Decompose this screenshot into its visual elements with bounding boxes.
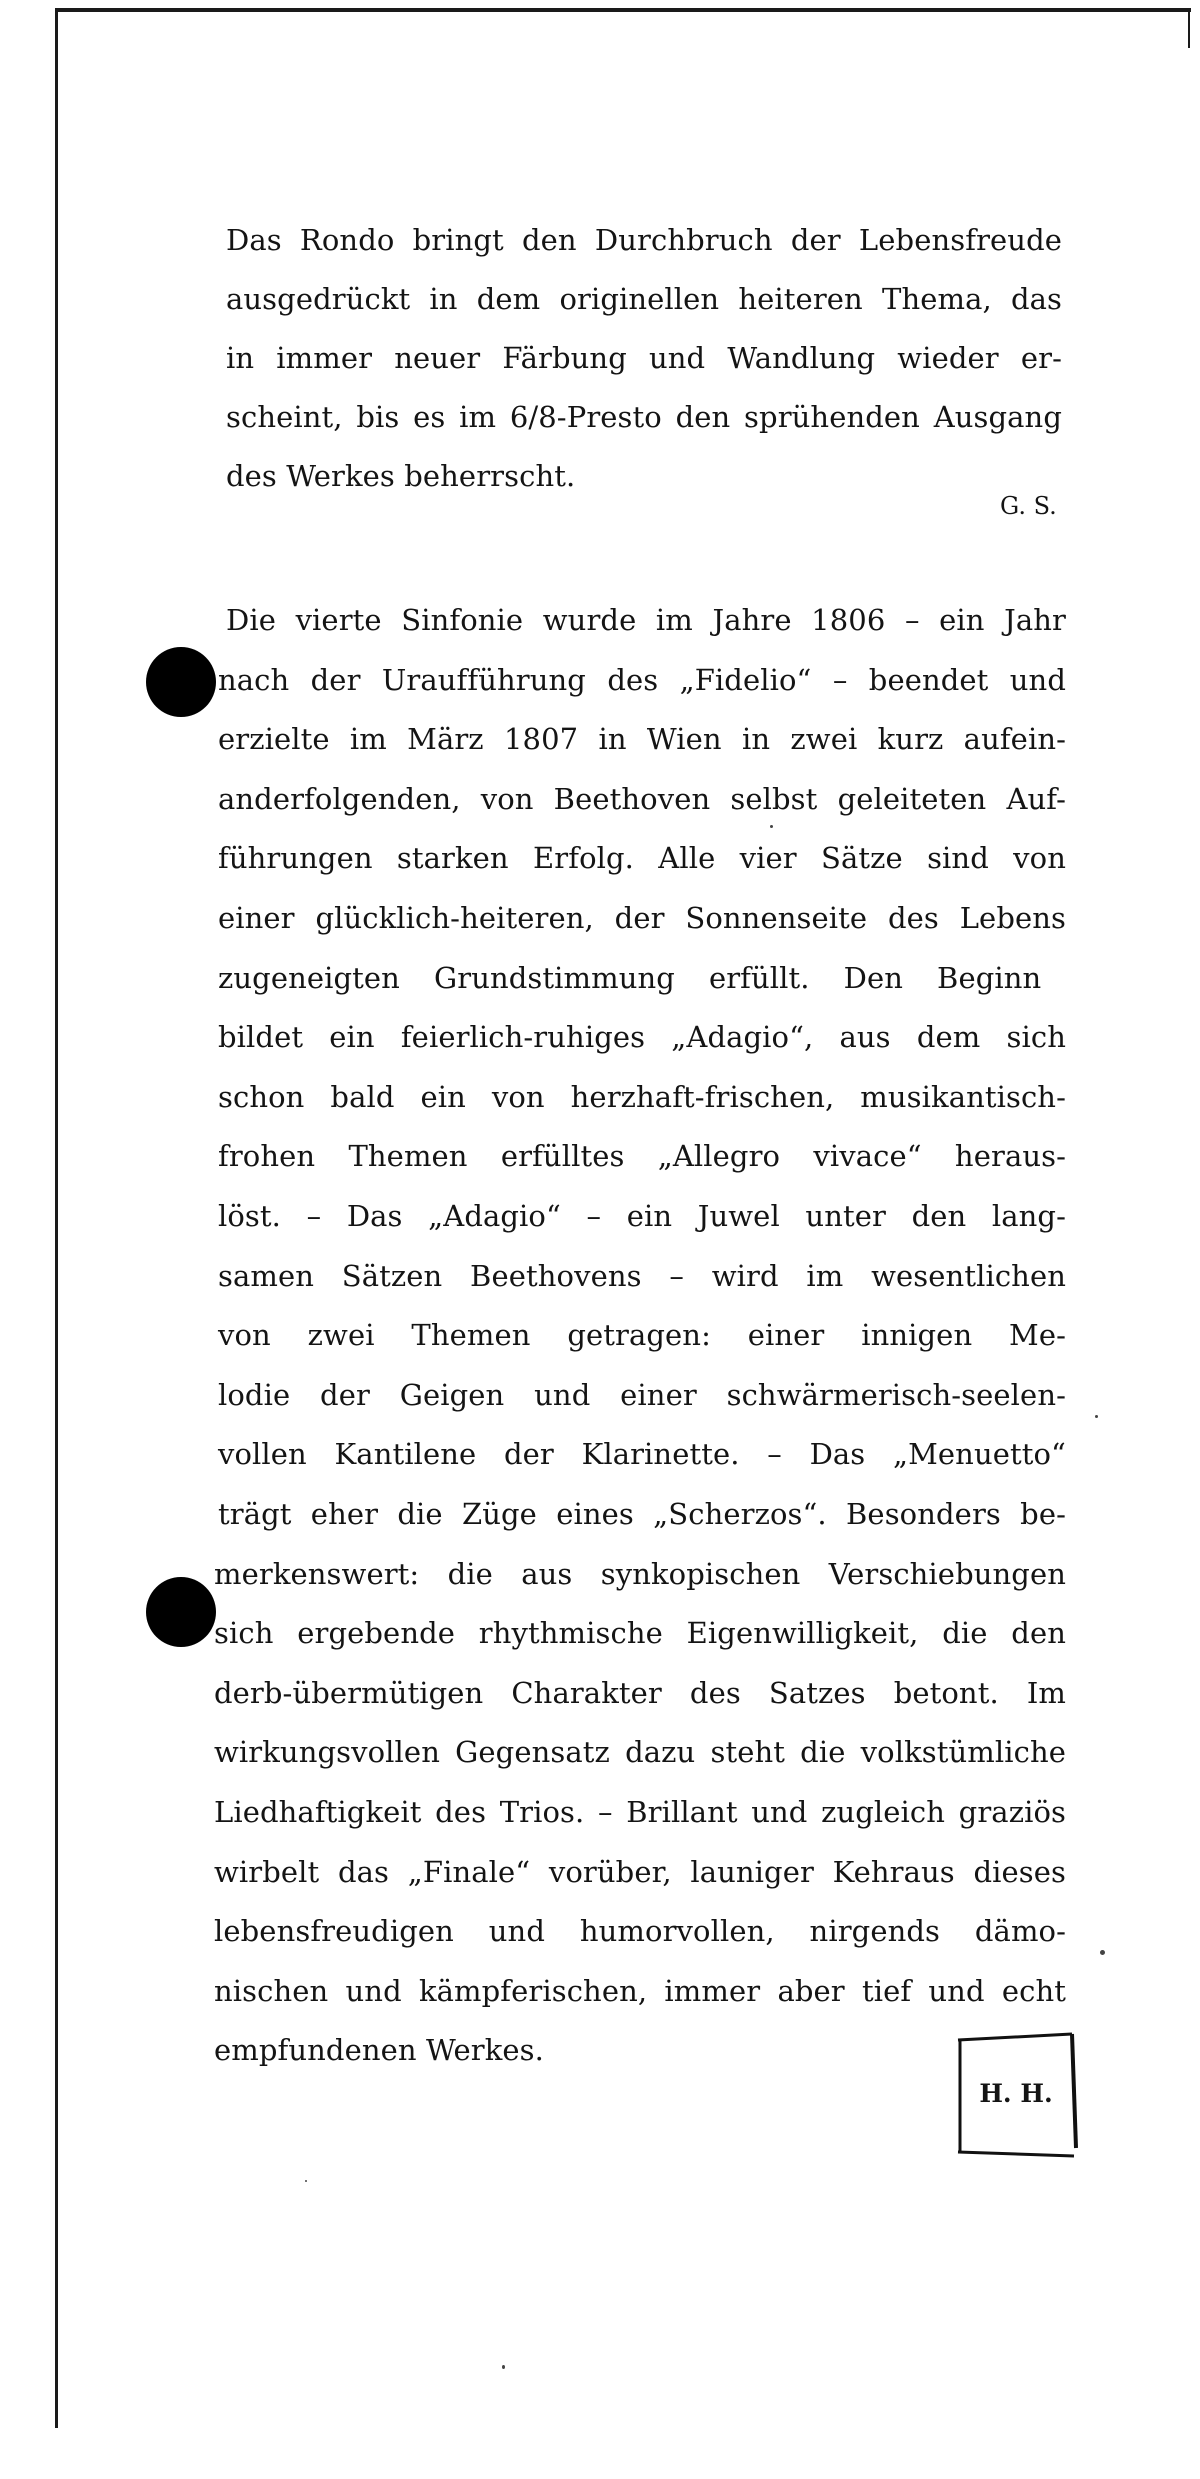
text-line: zugeneigten Grundstimmung erfüllt. Den Beginn [218,961,1042,995]
text-line: Das Rondo bringt den Durchbruch der Lebensfreude [226,223,1062,257]
text-line: sich ergebende rhythmische Eigenwilligkeit, die den [214,1616,1066,1650]
text-line: Liedhaftigkeit des Trios. – Brillant und zugleich graziös [214,1795,1066,1829]
text-line: nach der Uraufführung des „Fidelio“ – beendet und [218,663,1066,697]
text-line: ausgedrückt in dem originellen heiteren Thema, das [226,282,1062,316]
text-line: samen Sätzen Beethovens – wird im wesentlichen [218,1259,1066,1293]
text-line: derb-übermütigen Charakter des Satzes betont. Im [214,1676,1066,1710]
text-line: anderfolgenden, von Beethoven selbst geleiteten Auf- [218,782,1066,816]
text-line: trägt eher die Züge eines „Scherzos“. Besonders be- [218,1497,1066,1531]
text-line: erzielte im März 1807 in Wien in zwei kurz aufein- [218,722,1066,756]
text-line: des Werkes beherrscht. [226,459,576,493]
text-line: scheint, bis es im 6/8-Presto den sprühenden Ausgang [226,400,1062,434]
text-line: Die vierte Sinfonie wurde im Jahre 1806 – ein Jahr [226,603,1066,637]
text-line: führungen starken Erfolg. Alle vier Sätze sind von [218,841,1066,875]
signature-hh: H. H. [979,2079,1053,2108]
text-line: von zwei Themen getragen: einer innigen Me- [218,1318,1066,1352]
text-line: löst. – Das „Adagio“ – ein Juwel unter den lang- [218,1199,1066,1233]
text-line: schon bald ein von herzhaft-frischen, musikantisch- [218,1080,1066,1114]
text-line: merkenswert: die aus synkopischen Verschiebungen [214,1557,1066,1591]
text-line: frohen Themen erfülltes „Allegro vivace“ heraus- [218,1139,1066,1173]
text-line: lebensfreudigen und humorvollen, nirgends dämo- [214,1914,1066,1948]
text-line: bildet ein feierlich-ruhiges „Adagio“, aus dem sich [218,1020,1066,1054]
text-line: einer glücklich-heiteren, der Sonnenseite des Lebens [218,901,1066,935]
text-line: in immer neuer Färbung und Wandlung wieder er- [226,341,1062,375]
signature-stamp-box [952,2030,1080,2160]
signature-gs: G. S. [1000,492,1057,520]
text-line: vollen Kantilene der Klarinette. – Das „Menuetto“ [218,1437,1066,1471]
text-line: lodie der Geigen und einer schwärmerisch-seelen- [218,1378,1066,1412]
text-line: wirkungsvollen Gegensatz dazu steht die volkstümliche [214,1735,1066,1769]
text-line: empfundenen Werkes. [214,2033,544,2067]
text-line: wirbelt das „Finale“ vorüber, launiger Kehraus dieses [214,1855,1066,1889]
text-line: nischen und kämpferischen, immer aber tief und echt [214,1974,1066,2008]
